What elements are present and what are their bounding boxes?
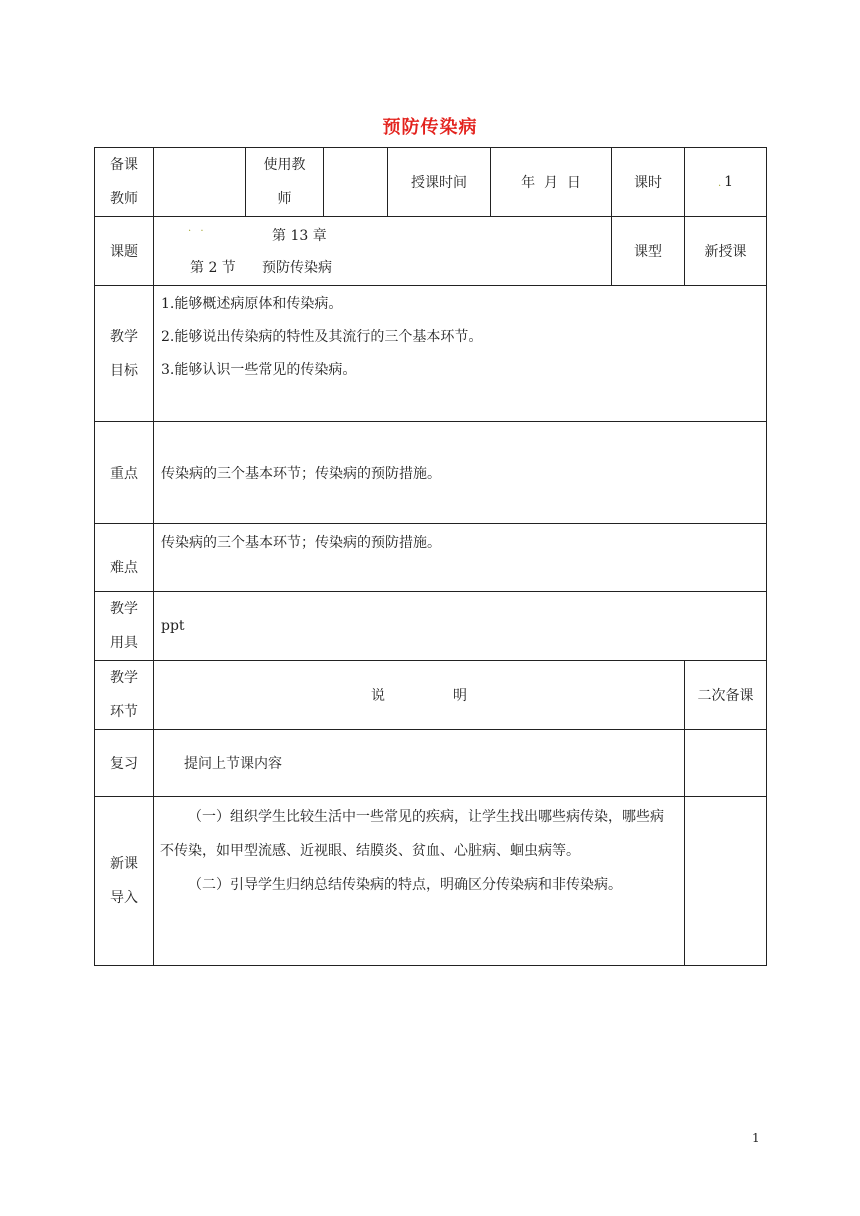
review-second-prep [685,730,767,797]
key-points-text: 传染病的三个基本环节；传染病的预防措施。 [154,422,767,524]
user-teacher-label: 使用教 师 [246,148,324,217]
period-label: 课时 [612,148,685,217]
review-label: 复习 [95,730,154,797]
page-number: 1 [752,1131,760,1145]
lesson-type-label: 课型 [612,217,685,286]
prep-teacher-label: 备课 教师 [95,148,154,217]
objectives-label: 教学 目标 [95,286,154,422]
difficulties-label: 难点 [95,524,154,592]
objective-item: 2.能够说出传染病的特性及其流行的三个基本环节。 [161,329,483,345]
objective-item: 3.能够认识一些常见的传染病。 [161,362,357,378]
teaching-time-label: 授课时间 [388,148,491,217]
section-title: 预防传染病 [262,260,332,276]
difficulties-text: 传染病的三个基本环节；传染病的预防措施。 [154,524,767,592]
review-text: 提问上节课内容 [154,730,685,797]
objectives-content [154,286,767,422]
mark-dots-icon: . . [188,223,207,234]
steps-label: 教学 环节 [95,661,154,730]
topic-content [154,217,612,286]
topic-label: 课题 [95,217,154,286]
intro-second-prep [685,797,767,966]
period-value: .1 [685,148,767,217]
tools-label: 教学 用具 [95,592,154,661]
section-number: 第 2 节 [190,260,236,276]
intro-content [154,797,685,966]
chapter-text: 第 13 章 [272,228,327,244]
intro-paragraph: （二）引导学生归纳总结传染病的特点，明确区分传染病和非传染病。 [188,877,622,893]
page-title: 预防传染病 [382,117,478,138]
second-prep-header: 二次备课 [685,661,767,730]
intro-label: 新课 导入 [95,797,154,966]
lesson-plan-table [94,147,767,966]
key-points-label: 重点 [95,422,154,524]
prep-teacher-value [154,148,246,217]
tools-text: ppt [154,592,767,661]
intro-paragraph: （一）组织学生比较生活中一些常见的疾病，让学生找出哪些病传染，哪些病不传染，如甲型流感、近视眼、结膜炎、贫血、心脏病、蛔虫病等。 [160,809,664,859]
user-teacher-value [324,148,388,217]
objective-item: 1.能够概述病原体和传染病。 [161,296,343,312]
explanation-header: 说 明 [154,661,685,730]
mark-dot-icon: . [717,178,725,189]
teaching-date: 年 月 日 [491,148,612,217]
lesson-type-value: 新授课 [685,217,767,286]
